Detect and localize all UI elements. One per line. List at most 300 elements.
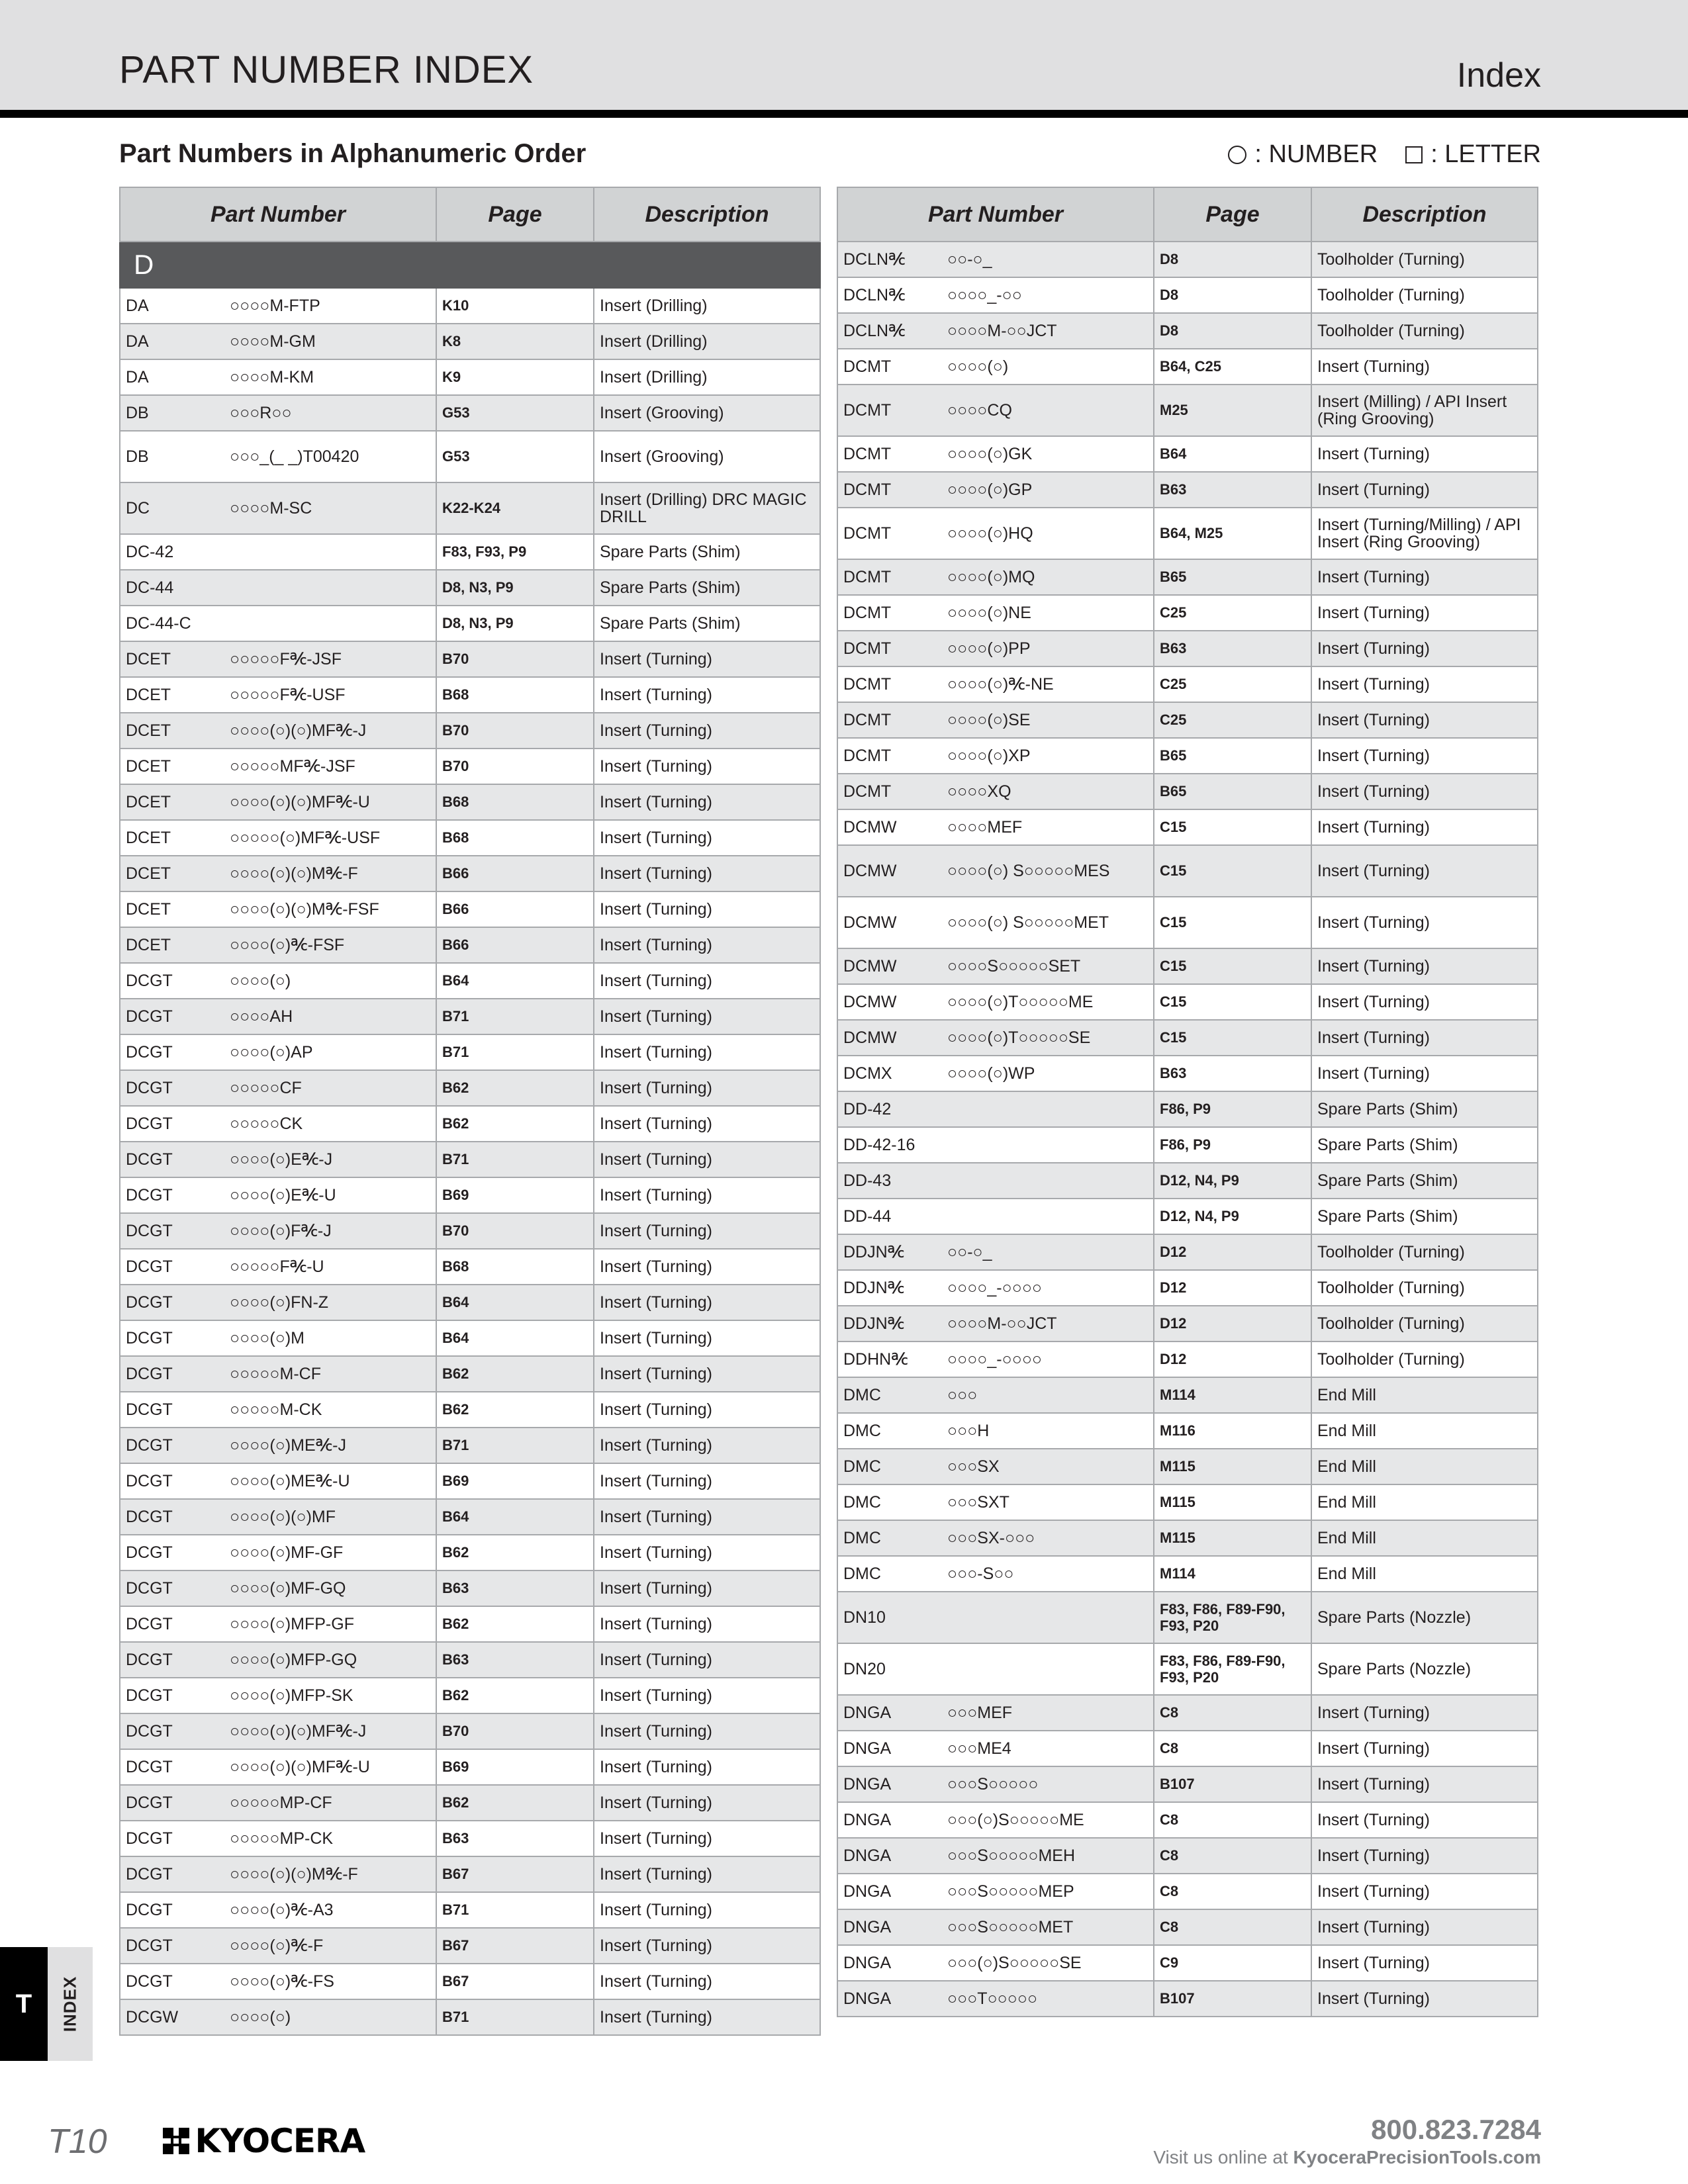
website xyxy=(1153,2147,1541,2168)
description: Insert (Turning) xyxy=(594,1749,820,1785)
kyocera-logo xyxy=(160,2122,365,2160)
description: Insert (Turning) xyxy=(1311,631,1538,666)
part-prefix: DNGA xyxy=(837,1981,942,2017)
part-prefix: DCMT xyxy=(837,559,942,595)
table-row xyxy=(120,1392,820,1428)
page-ref: B66 xyxy=(436,891,594,927)
table-row xyxy=(120,1320,820,1356)
part-suffix: ○○○SXT xyxy=(942,1484,1154,1520)
description: End Mill xyxy=(1311,1556,1538,1592)
part-prefix: DCGT xyxy=(120,1213,224,1249)
part-suffix: ○○○○(○)MF-GQ xyxy=(224,1570,436,1606)
table-row xyxy=(837,595,1538,631)
part-suffix: ○○○○_-○○○○ xyxy=(942,1342,1154,1377)
part-prefix: DN20 xyxy=(837,1643,942,1695)
table-row xyxy=(837,897,1538,948)
description: Insert (Turning) xyxy=(1311,984,1538,1020)
table-row xyxy=(120,431,820,482)
description: Insert (Turning) xyxy=(1311,809,1538,845)
part-suffix xyxy=(942,1127,1154,1163)
table-row xyxy=(120,534,820,570)
part-suffix: ○○○○(○)(○)MF℀-U xyxy=(224,784,436,820)
table-row xyxy=(120,713,820,749)
part-suffix: ○○○○○MF℀-JSF xyxy=(224,749,436,784)
page-ref: B67 xyxy=(436,1856,594,1892)
table-row xyxy=(837,738,1538,774)
page-ref: D12 xyxy=(1154,1342,1311,1377)
table-row xyxy=(120,1570,820,1606)
description: Insert (Turning) xyxy=(1311,595,1538,631)
description: Insert (Turning) xyxy=(594,1428,820,1463)
part-suffix: ○○○S○○○○○MET xyxy=(942,1909,1154,1945)
part-prefix: DCMX xyxy=(837,1056,942,1091)
part-suffix: ○○○○M-○○JCT xyxy=(942,1306,1154,1342)
description: Insert (Turning) xyxy=(1311,559,1538,595)
table-row xyxy=(120,288,820,324)
part-prefix: DCMW xyxy=(837,984,942,1020)
part-suffix: ○○○○○(○)MF℀-USF xyxy=(224,820,436,856)
part-prefix: DNGA xyxy=(837,1945,942,1981)
description: Insert (Turning) xyxy=(594,1892,820,1928)
part-prefix: DCMT xyxy=(837,385,942,436)
part-prefix: DMC xyxy=(837,1520,942,1556)
legend xyxy=(1228,140,1541,169)
table-row xyxy=(837,436,1538,472)
part-prefix: DCGT xyxy=(120,1070,224,1106)
description: Insert (Turning) xyxy=(1311,349,1538,385)
part-prefix: DNGA xyxy=(837,1909,942,1945)
part-prefix: DCET xyxy=(120,713,224,749)
page-ref: C25 xyxy=(1154,595,1311,631)
part-suffix: ○○○○M-SC xyxy=(224,482,436,534)
part-suffix: ○○○○AH xyxy=(224,999,436,1034)
description: Spare Parts (Shim) xyxy=(1311,1163,1538,1199)
part-suffix: ○○○○(○)ME℀-J xyxy=(224,1428,436,1463)
part-suffix: ○○-○_ xyxy=(942,1234,1154,1270)
legend-letter-label: : LETTER xyxy=(1430,140,1541,168)
table-row xyxy=(837,277,1538,313)
page-ref: B71 xyxy=(436,1428,594,1463)
part-prefix: DCET xyxy=(120,820,224,856)
page-ref: B68 xyxy=(436,677,594,713)
description: End Mill xyxy=(1311,1484,1538,1520)
page-ref: C15 xyxy=(1154,948,1311,984)
description: Insert (Turning) xyxy=(594,999,820,1034)
page-ref: M115 xyxy=(1154,1449,1311,1484)
part-prefix: DNGA xyxy=(837,1838,942,1874)
part-suffix: ○○○○(○)℀-FS xyxy=(224,1964,436,1999)
part-prefix: DDHN℀ xyxy=(837,1342,942,1377)
description: Insert (Turning) xyxy=(1311,1020,1538,1056)
page-ref: G53 xyxy=(436,431,594,482)
part-prefix: DCGT xyxy=(120,1964,224,1999)
table-row xyxy=(837,242,1538,277)
table-row xyxy=(120,1999,820,2035)
part-prefix: DCGT xyxy=(120,1106,224,1142)
page-ref: B67 xyxy=(436,1928,594,1964)
part-prefix: DCMT xyxy=(837,666,942,702)
description: Insert (Turning) xyxy=(594,1606,820,1642)
table-row xyxy=(120,1678,820,1713)
table-row xyxy=(837,666,1538,702)
table-row xyxy=(837,1731,1538,1766)
kyocera-logo-icon xyxy=(160,2125,192,2157)
description: Insert (Turning) xyxy=(594,1964,820,1999)
description: Insert (Turning) xyxy=(1311,738,1538,774)
part-suffix: ○○○○○MP-CK xyxy=(224,1821,436,1856)
description: Insert (Turning/Milling) / API Insert (Ring Grooving) xyxy=(1311,508,1538,559)
table-row xyxy=(837,1838,1538,1874)
table-row xyxy=(837,1413,1538,1449)
part-prefix: DCGT xyxy=(120,1892,224,1928)
table-row xyxy=(837,508,1538,559)
column-header-part-number: Part Number xyxy=(120,187,436,242)
page-title: PART NUMBER INDEX xyxy=(119,48,534,91)
page-ref: B107 xyxy=(1154,1766,1311,1802)
part-suffix: ○○○○MEF xyxy=(942,809,1154,845)
part-suffix: ○○○○(○)HQ xyxy=(942,508,1154,559)
part-suffix: ○○○○(○)XP xyxy=(942,738,1154,774)
description: End Mill xyxy=(1311,1377,1538,1413)
table-row xyxy=(837,1643,1538,1695)
part-suffix: ○○○○(○)℀-NE xyxy=(942,666,1154,702)
table-row xyxy=(120,1964,820,1999)
table-row xyxy=(837,349,1538,385)
part-prefix: DCET xyxy=(120,749,224,784)
side-tab-letter[interactable]: T xyxy=(0,1947,48,2061)
part-prefix: DCET xyxy=(120,641,224,677)
page-ref: M114 xyxy=(1154,1377,1311,1413)
table-row xyxy=(837,1874,1538,1909)
table-row xyxy=(120,395,820,431)
description: End Mill xyxy=(1311,1449,1538,1484)
page-ref: B62 xyxy=(436,1678,594,1713)
page-ref: C8 xyxy=(1154,1802,1311,1838)
page-ref: D12 xyxy=(1154,1234,1311,1270)
part-suffix: ○○○○(○)MFP-GQ xyxy=(224,1642,436,1678)
part-suffix: ○○○S○○○○○MEH xyxy=(942,1838,1154,1874)
table-row xyxy=(120,482,820,534)
page-ref: C15 xyxy=(1154,845,1311,897)
part-prefix: DCMT xyxy=(837,508,942,559)
page-ref: K22-K24 xyxy=(436,482,594,534)
description: Insert (Turning) xyxy=(594,820,820,856)
description: Insert (Turning) xyxy=(594,641,820,677)
part-prefix: DCGW xyxy=(120,1999,224,2035)
table-header-row xyxy=(837,187,1538,242)
part-suffix: ○○○○(○)(○)MF℀-J xyxy=(224,1713,436,1749)
description: Insert (Turning) xyxy=(594,1320,820,1356)
table-row xyxy=(120,570,820,606)
table-row xyxy=(120,1106,820,1142)
description: Insert (Turning) xyxy=(1311,702,1538,738)
table-row xyxy=(837,1163,1538,1199)
page-ref: B71 xyxy=(436,999,594,1034)
part-prefix: DC xyxy=(120,482,224,534)
section-name: Index xyxy=(1456,56,1541,95)
page-ref: B64 xyxy=(436,963,594,999)
page-ref: B65 xyxy=(1154,774,1311,809)
part-prefix: DD-43 xyxy=(837,1163,942,1199)
column-header-description: Description xyxy=(594,187,820,242)
description: Insert (Turning) xyxy=(594,856,820,891)
part-prefix: DCET xyxy=(120,927,224,963)
part-suffix: ○○○S○○○○○MEP xyxy=(942,1874,1154,1909)
page-ref: F83, F93, P9 xyxy=(436,534,594,570)
part-prefix: DCET xyxy=(120,784,224,820)
part-suffix: ○○○○○F℀-JSF xyxy=(224,641,436,677)
table-row xyxy=(837,984,1538,1020)
part-suffix xyxy=(942,1091,1154,1127)
table-row xyxy=(837,631,1538,666)
table-row xyxy=(120,784,820,820)
part-suffix: ○○○○○F℀-U xyxy=(224,1249,436,1285)
description: Insert (Turning) xyxy=(594,891,820,927)
table-row xyxy=(120,856,820,891)
part-prefix: DCGT xyxy=(120,999,224,1034)
description: Insert (Turning) xyxy=(594,1642,820,1678)
part-prefix: DDJN℀ xyxy=(837,1234,942,1270)
page-ref: K8 xyxy=(436,324,594,359)
part-suffix: ○○○○(○)(○)M℀-FSF xyxy=(224,891,436,927)
page-ref: B62 xyxy=(436,1106,594,1142)
description: Insert (Milling) / API Insert (Ring Grooving) xyxy=(1311,385,1538,436)
page-ref: B68 xyxy=(436,820,594,856)
section-letter: D xyxy=(120,242,820,288)
part-suffix: ○○○○(○)(○)MF℀-U xyxy=(224,1749,436,1785)
table-row xyxy=(837,1270,1538,1306)
part-suffix: ○○○○(○)MF-GF xyxy=(224,1535,436,1570)
index-table-right xyxy=(837,187,1538,2017)
part-suffix: ○○○(○)S○○○○○SE xyxy=(942,1945,1154,1981)
page-ref: B65 xyxy=(1154,738,1311,774)
website-link[interactable]: KyoceraPrecisionTools.com xyxy=(1293,2147,1541,2167)
part-prefix: DCGT xyxy=(120,1428,224,1463)
table-row xyxy=(120,963,820,999)
page-ref: B71 xyxy=(436,1142,594,1177)
part-prefix: DC-44 xyxy=(120,570,224,606)
description: Insert (Turning) xyxy=(594,1999,820,2035)
table-row xyxy=(837,1377,1538,1413)
table-row xyxy=(837,1766,1538,1802)
table-row xyxy=(837,1981,1538,2017)
description: Insert (Turning) xyxy=(1311,1802,1538,1838)
part-suffix xyxy=(224,534,436,570)
description: Toolholder (Turning) xyxy=(1311,1306,1538,1342)
part-prefix: DCGT xyxy=(120,963,224,999)
description: Insert (Turning) xyxy=(1311,948,1538,984)
page-ref: K9 xyxy=(436,359,594,395)
legend-number-label: : NUMBER xyxy=(1254,140,1378,168)
page-ref: B62 xyxy=(436,1785,594,1821)
part-prefix: DMC xyxy=(837,1449,942,1484)
part-prefix: DA xyxy=(120,288,224,324)
table-row xyxy=(120,927,820,963)
description: Insert (Turning) xyxy=(594,1213,820,1249)
page-ref: C9 xyxy=(1154,1945,1311,1981)
column-header-part-number: Part Number xyxy=(837,187,1154,242)
part-prefix: DCGT xyxy=(120,1499,224,1535)
part-prefix: DCET xyxy=(120,856,224,891)
page-ref: B71 xyxy=(436,1999,594,2035)
table-row xyxy=(837,1520,1538,1556)
description: Toolholder (Turning) xyxy=(1311,313,1538,349)
description: Toolholder (Turning) xyxy=(1311,1234,1538,1270)
page-ref: C25 xyxy=(1154,702,1311,738)
description: Insert (Turning) xyxy=(594,1177,820,1213)
table-row xyxy=(837,1802,1538,1838)
part-suffix: ○○○○○M-CF xyxy=(224,1356,436,1392)
description: Insert (Turning) xyxy=(594,1142,820,1177)
page-ref: B63 xyxy=(1154,1056,1311,1091)
description: Insert (Turning) xyxy=(1311,897,1538,948)
part-prefix: DNGA xyxy=(837,1802,942,1838)
part-suffix xyxy=(942,1163,1154,1199)
part-prefix: DA xyxy=(120,359,224,395)
part-suffix: ○○○○_-○○○○ xyxy=(942,1270,1154,1306)
part-prefix: DD-42 xyxy=(837,1091,942,1127)
page-ref: M114 xyxy=(1154,1556,1311,1592)
part-suffix: ○○○ME4 xyxy=(942,1731,1154,1766)
table-row xyxy=(120,1535,820,1570)
part-prefix: DCLN℀ xyxy=(837,242,942,277)
table-row xyxy=(837,1020,1538,1056)
page-ref: G53 xyxy=(436,395,594,431)
table-row xyxy=(120,1034,820,1070)
page-ref: B71 xyxy=(436,1892,594,1928)
page-ref: M25 xyxy=(1154,385,1311,436)
part-prefix: DDJN℀ xyxy=(837,1306,942,1342)
page-ref: B64, M25 xyxy=(1154,508,1311,559)
part-prefix: DMC xyxy=(837,1556,942,1592)
part-suffix xyxy=(224,570,436,606)
part-suffix: ○○○○○MP-CF xyxy=(224,1785,436,1821)
description: Insert (Turning) xyxy=(594,749,820,784)
section-divider-row xyxy=(120,242,820,288)
part-prefix: DMC xyxy=(837,1377,942,1413)
table-row xyxy=(837,1695,1538,1731)
page-ref: C8 xyxy=(1154,1838,1311,1874)
table-row xyxy=(837,1909,1538,1945)
description: Insert (Turning) xyxy=(1311,1695,1538,1731)
part-suffix: ○○○○(○) xyxy=(224,963,436,999)
part-suffix: ○○○○M-FTP xyxy=(224,288,436,324)
part-prefix: DCMW xyxy=(837,1020,942,1056)
part-suffix: ○○○○(○)(○)M℀-F xyxy=(224,856,436,891)
table-row xyxy=(120,606,820,641)
description: Insert (Turning) xyxy=(594,1856,820,1892)
table-row xyxy=(120,677,820,713)
page-ref: C8 xyxy=(1154,1909,1311,1945)
description: Toolholder (Turning) xyxy=(1311,1270,1538,1306)
description: Toolholder (Turning) xyxy=(1311,242,1538,277)
table-row xyxy=(120,1249,820,1285)
part-suffix: ○○○○(○)GK xyxy=(942,436,1154,472)
description: Insert (Drilling) xyxy=(594,288,820,324)
part-suffix: ○○○○(○)AP xyxy=(224,1034,436,1070)
part-suffix: ○○○○(○)(○)M℀-F xyxy=(224,1856,436,1892)
page-ref: B63 xyxy=(1154,472,1311,508)
part-prefix: DC-42 xyxy=(120,534,224,570)
column-header-page: Page xyxy=(1154,187,1311,242)
description: Toolholder (Turning) xyxy=(1311,277,1538,313)
description: Spare Parts (Shim) xyxy=(594,534,820,570)
part-suffix: ○○○○(○)T○○○○○ME xyxy=(942,984,1154,1020)
description: Insert (Drilling) xyxy=(594,359,820,395)
part-suffix: ○○○○(○)MFP-SK xyxy=(224,1678,436,1713)
part-suffix: ○○○○(○) S○○○○○MES xyxy=(942,845,1154,897)
page-ref: M115 xyxy=(1154,1520,1311,1556)
description: Insert (Turning) xyxy=(1311,774,1538,809)
page-ref: B65 xyxy=(1154,559,1311,595)
part-prefix: DCGT xyxy=(120,1713,224,1749)
part-prefix: DC-44-C xyxy=(120,606,224,641)
table-row xyxy=(120,1070,820,1106)
page-ref: D8 xyxy=(1154,242,1311,277)
part-suffix: ○○○○(○)℀-FSF xyxy=(224,927,436,963)
page-ref: B70 xyxy=(436,1713,594,1749)
table-row xyxy=(120,999,820,1034)
page-ref: B64 xyxy=(436,1499,594,1535)
part-prefix: DCGT xyxy=(120,1142,224,1177)
description: Insert (Turning) xyxy=(594,1070,820,1106)
description: Insert (Turning) xyxy=(594,1034,820,1070)
table-row xyxy=(837,809,1538,845)
part-prefix: DCGT xyxy=(120,1821,224,1856)
page-ref: C8 xyxy=(1154,1874,1311,1909)
description: Insert (Turning) xyxy=(594,1713,820,1749)
page-ref: D8 xyxy=(1154,277,1311,313)
description: Insert (Turning) xyxy=(1311,1731,1538,1766)
part-prefix: DCMT xyxy=(837,738,942,774)
part-prefix: DMC xyxy=(837,1484,942,1520)
table-row xyxy=(837,1306,1538,1342)
description: End Mill xyxy=(1311,1413,1538,1449)
page-ref: B67 xyxy=(436,1964,594,1999)
description: Spare Parts (Nozzle) xyxy=(1311,1643,1538,1695)
table-row xyxy=(837,313,1538,349)
table-row xyxy=(120,891,820,927)
table-header-row xyxy=(120,187,820,242)
page-ref: B64 xyxy=(436,1285,594,1320)
page-ref: C15 xyxy=(1154,809,1311,845)
part-prefix: DNGA xyxy=(837,1874,942,1909)
table-row xyxy=(120,641,820,677)
table-row xyxy=(837,385,1538,436)
table-row xyxy=(837,948,1538,984)
table-row xyxy=(837,1234,1538,1270)
page-ref: B62 xyxy=(436,1535,594,1570)
page-ref: F86, P9 xyxy=(1154,1127,1311,1163)
page-ref: C15 xyxy=(1154,984,1311,1020)
table-row xyxy=(120,359,820,395)
part-suffix: ○○○○(○) xyxy=(224,1999,436,2035)
table-row xyxy=(837,774,1538,809)
part-prefix: DCMW xyxy=(837,809,942,845)
part-suffix: ○○○MEF xyxy=(942,1695,1154,1731)
table-row xyxy=(837,559,1538,595)
table-row xyxy=(837,1592,1538,1643)
part-suffix: ○○○○(○)WP xyxy=(942,1056,1154,1091)
description: Insert (Turning) xyxy=(1311,1945,1538,1981)
part-suffix: ○○○○(○) S○○○○○MET xyxy=(942,897,1154,948)
table-row xyxy=(120,1463,820,1499)
description: Spare Parts (Shim) xyxy=(594,570,820,606)
page-ref: B64 xyxy=(436,1320,594,1356)
description: Spare Parts (Shim) xyxy=(1311,1091,1538,1127)
description: Insert (Turning) xyxy=(594,1785,820,1821)
page-ref: D12, N4, P9 xyxy=(1154,1163,1311,1199)
